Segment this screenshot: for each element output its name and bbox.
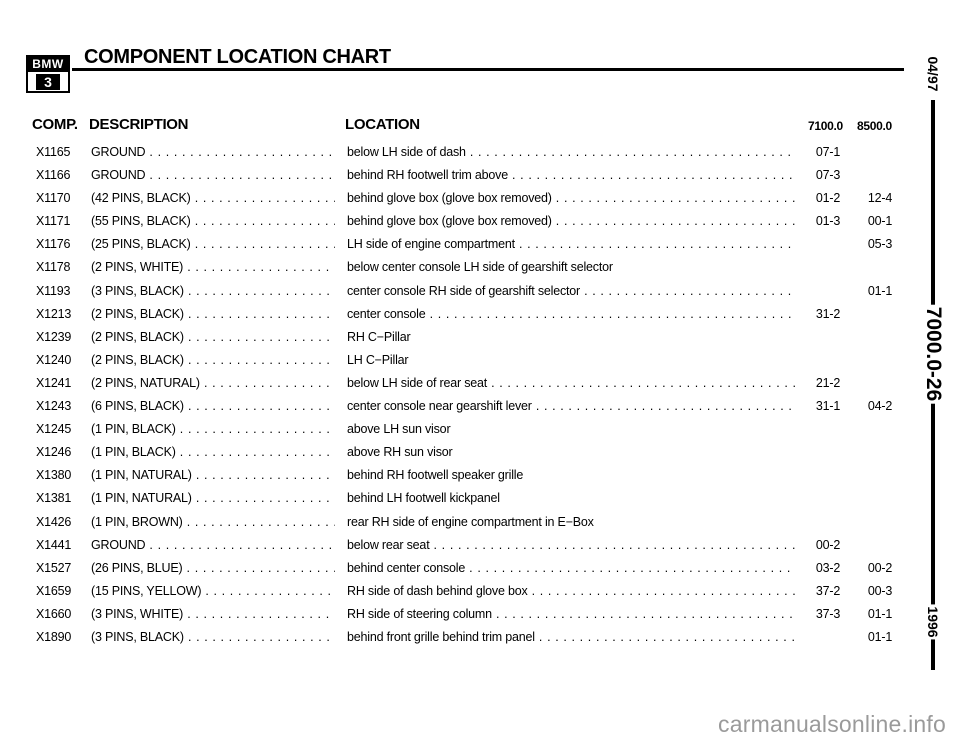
location-cell: behind glove box (glove box removed) . . .: [347, 214, 795, 228]
table-row: [0, 284, 905, 307]
location-cell: behind center console . . .: [347, 561, 795, 575]
page-7100-cell: 31-2: [815, 306, 841, 321]
page-8500-cell: 05-3: [867, 237, 893, 252]
bmw-3-series-logo: [26, 55, 70, 93]
location-cell: RH side of steering column . . .: [347, 607, 795, 621]
page-8500-cell: 01-1: [867, 606, 893, 621]
page-7100-cell: 01-3: [815, 214, 841, 229]
table-row: [0, 491, 905, 514]
table-row: [0, 168, 905, 191]
column-header-comp: COMP.: [32, 116, 78, 133]
page-8500-cell: 12-4: [867, 191, 893, 206]
logo-series: 3: [36, 74, 60, 90]
comp-code: X1171: [36, 214, 71, 229]
page-7100-cell: 37-3: [815, 606, 841, 621]
column-header-7100: 7100.0: [808, 119, 843, 133]
table-row: [0, 468, 905, 491]
description-cell: (2 PINS, NATURAL) . . .: [91, 376, 335, 390]
description-cell: (26 PINS, BLUE) . . .: [91, 561, 335, 575]
comp-code: X1178: [36, 260, 71, 275]
table-row: [0, 376, 905, 399]
location-cell: rear RH side of engine compartment in E−Box: [347, 514, 594, 529]
table-row: [0, 607, 905, 630]
description-cell: (1 PIN, NATURAL) . . .: [91, 468, 335, 482]
comp-code: X1659: [36, 583, 72, 598]
comp-code: X1381: [36, 491, 72, 506]
page-8500-cell: 04-2: [867, 399, 893, 414]
table-row: [0, 260, 905, 283]
location-cell: below LH side of rear seat . . .: [347, 376, 795, 390]
location-cell: behind RH footwell speaker grille: [347, 468, 524, 483]
watermark: carmanualsonline.info: [718, 711, 946, 737]
comp-code: X1441: [36, 537, 72, 552]
description-cell: (2 PINS, WHITE) . . .: [91, 260, 335, 274]
page-7100-cell: 31-1: [815, 399, 841, 414]
page-8500-cell: 00-2: [867, 560, 893, 575]
location-cell: center console RH side of gearshift selector . . .: [347, 284, 795, 298]
comp-code: X1165: [36, 145, 71, 159]
location-cell: center console . . .: [347, 307, 795, 321]
table-row: [0, 630, 905, 653]
page-8500-cell: 00-3: [867, 583, 893, 598]
location-cell: RH side of dash behind glove box . . .: [347, 584, 795, 598]
component-table: [0, 145, 905, 653]
comp-code: X1246: [36, 445, 72, 460]
description-cell: (3 PINS, WHITE) . . .: [91, 607, 335, 621]
description-cell: (2 PINS, BLACK) . . .: [91, 353, 335, 367]
comp-code: X1426: [36, 514, 72, 529]
comp-code: X1241: [36, 375, 72, 390]
logo-brand: BMW: [28, 57, 68, 72]
comp-code: X1170: [36, 191, 71, 206]
column-header-8500: 8500.0: [857, 119, 892, 133]
comp-code: X1380: [36, 468, 72, 483]
location-cell: behind glove box (glove box removed) . . .: [347, 191, 795, 205]
location-cell: LH C−Pillar: [347, 352, 409, 367]
location-cell: below center console LH side of gearshift selector: [347, 260, 613, 275]
description-cell: (15 PINS, YELLOW) . . .: [91, 584, 335, 598]
description-cell: (1 PIN, BROWN) . . .: [91, 515, 335, 529]
location-cell: RH C−Pillar: [347, 329, 411, 344]
page-8500-cell: 00-1: [867, 214, 893, 229]
table-row: [0, 330, 905, 353]
comp-code: X1245: [36, 422, 72, 437]
page-8500-cell: 01-1: [867, 283, 893, 298]
location-cell: behind RH footwell trim above . . .: [347, 168, 795, 182]
description-cell: GROUND . . .: [91, 538, 335, 552]
location-cell: above RH sun visor: [347, 445, 453, 460]
page-7100-cell: 03-2: [815, 560, 841, 575]
page-7100-cell: 07-1: [815, 145, 841, 159]
page-title: COMPONENT LOCATION CHART: [84, 46, 391, 68]
comp-code: X1213: [36, 306, 72, 321]
column-header-location: LOCATION: [345, 116, 420, 133]
page-7100-cell: 37-2: [815, 583, 841, 598]
table-row: [0, 561, 905, 584]
comp-code: X1166: [36, 168, 71, 183]
page-7100-cell: 07-3: [815, 168, 841, 183]
description-cell: (2 PINS, BLACK) . . .: [91, 330, 335, 344]
location-cell: LH side of engine compartment . . .: [347, 237, 795, 251]
table-row: [0, 422, 905, 445]
description-cell: (55 PINS, BLACK) . . .: [91, 214, 335, 228]
table-row: [0, 214, 905, 237]
description-cell: (42 PINS, BLACK) . . .: [91, 191, 335, 205]
comp-code: X1660: [36, 606, 72, 621]
location-cell: below rear seat . . .: [347, 538, 795, 552]
description-cell: (25 PINS, BLACK) . . .: [91, 237, 335, 251]
table-row: [0, 353, 905, 376]
location-cell: behind LH footwell kickpanel: [347, 491, 500, 506]
comp-code: X1239: [36, 329, 72, 344]
location-cell: below LH side of dash . . .: [347, 145, 795, 159]
description-cell: (3 PINS, BLACK) . . .: [91, 630, 335, 644]
table-row: [0, 237, 905, 260]
comp-code: X1243: [36, 399, 72, 414]
column-header-description: DESCRIPTION: [89, 116, 189, 133]
page-7100-cell: 21-2: [815, 375, 841, 390]
table-row: [0, 191, 905, 214]
description-cell: GROUND . . .: [91, 145, 335, 159]
description-cell: (6 PINS, BLACK) . . .: [91, 399, 335, 413]
table-row: [0, 515, 905, 538]
side-date: 04/97: [925, 56, 941, 92]
title-rule: [72, 68, 904, 71]
description-cell: (3 PINS, BLACK) . . .: [91, 284, 335, 298]
table-row: [0, 584, 905, 607]
comp-code: X1527: [36, 560, 72, 575]
table-row: [0, 307, 905, 330]
side-page-code: 7000.0-26: [918, 305, 948, 404]
description-cell: (1 PIN, NATURAL) . . .: [91, 491, 335, 505]
description-cell: (1 PIN, BLACK) . . .: [91, 422, 335, 436]
table-row: [0, 538, 905, 561]
location-cell: above LH sun visor: [347, 422, 451, 437]
location-cell: center console near gearshift lever . . .: [347, 399, 795, 413]
description-cell: GROUND . . .: [91, 168, 335, 182]
table-row: [0, 145, 905, 168]
comp-code: X1890: [36, 629, 72, 644]
page-7100-cell: 01-2: [815, 191, 841, 206]
comp-code: X1176: [36, 237, 71, 252]
table-row: [0, 399, 905, 422]
page-7100-cell: 00-2: [815, 537, 841, 552]
description-cell: (2 PINS, BLACK) . . .: [91, 307, 335, 321]
page-8500-cell: 01-1: [867, 629, 893, 644]
table-row: [0, 445, 905, 468]
comp-code: X1193: [36, 283, 71, 298]
comp-code: X1240: [36, 352, 72, 367]
description-cell: (1 PIN, BLACK) . . .: [91, 445, 335, 459]
location-cell: behind front grille behind trim panel . . .: [347, 630, 795, 644]
side-year: 1996: [925, 606, 941, 638]
